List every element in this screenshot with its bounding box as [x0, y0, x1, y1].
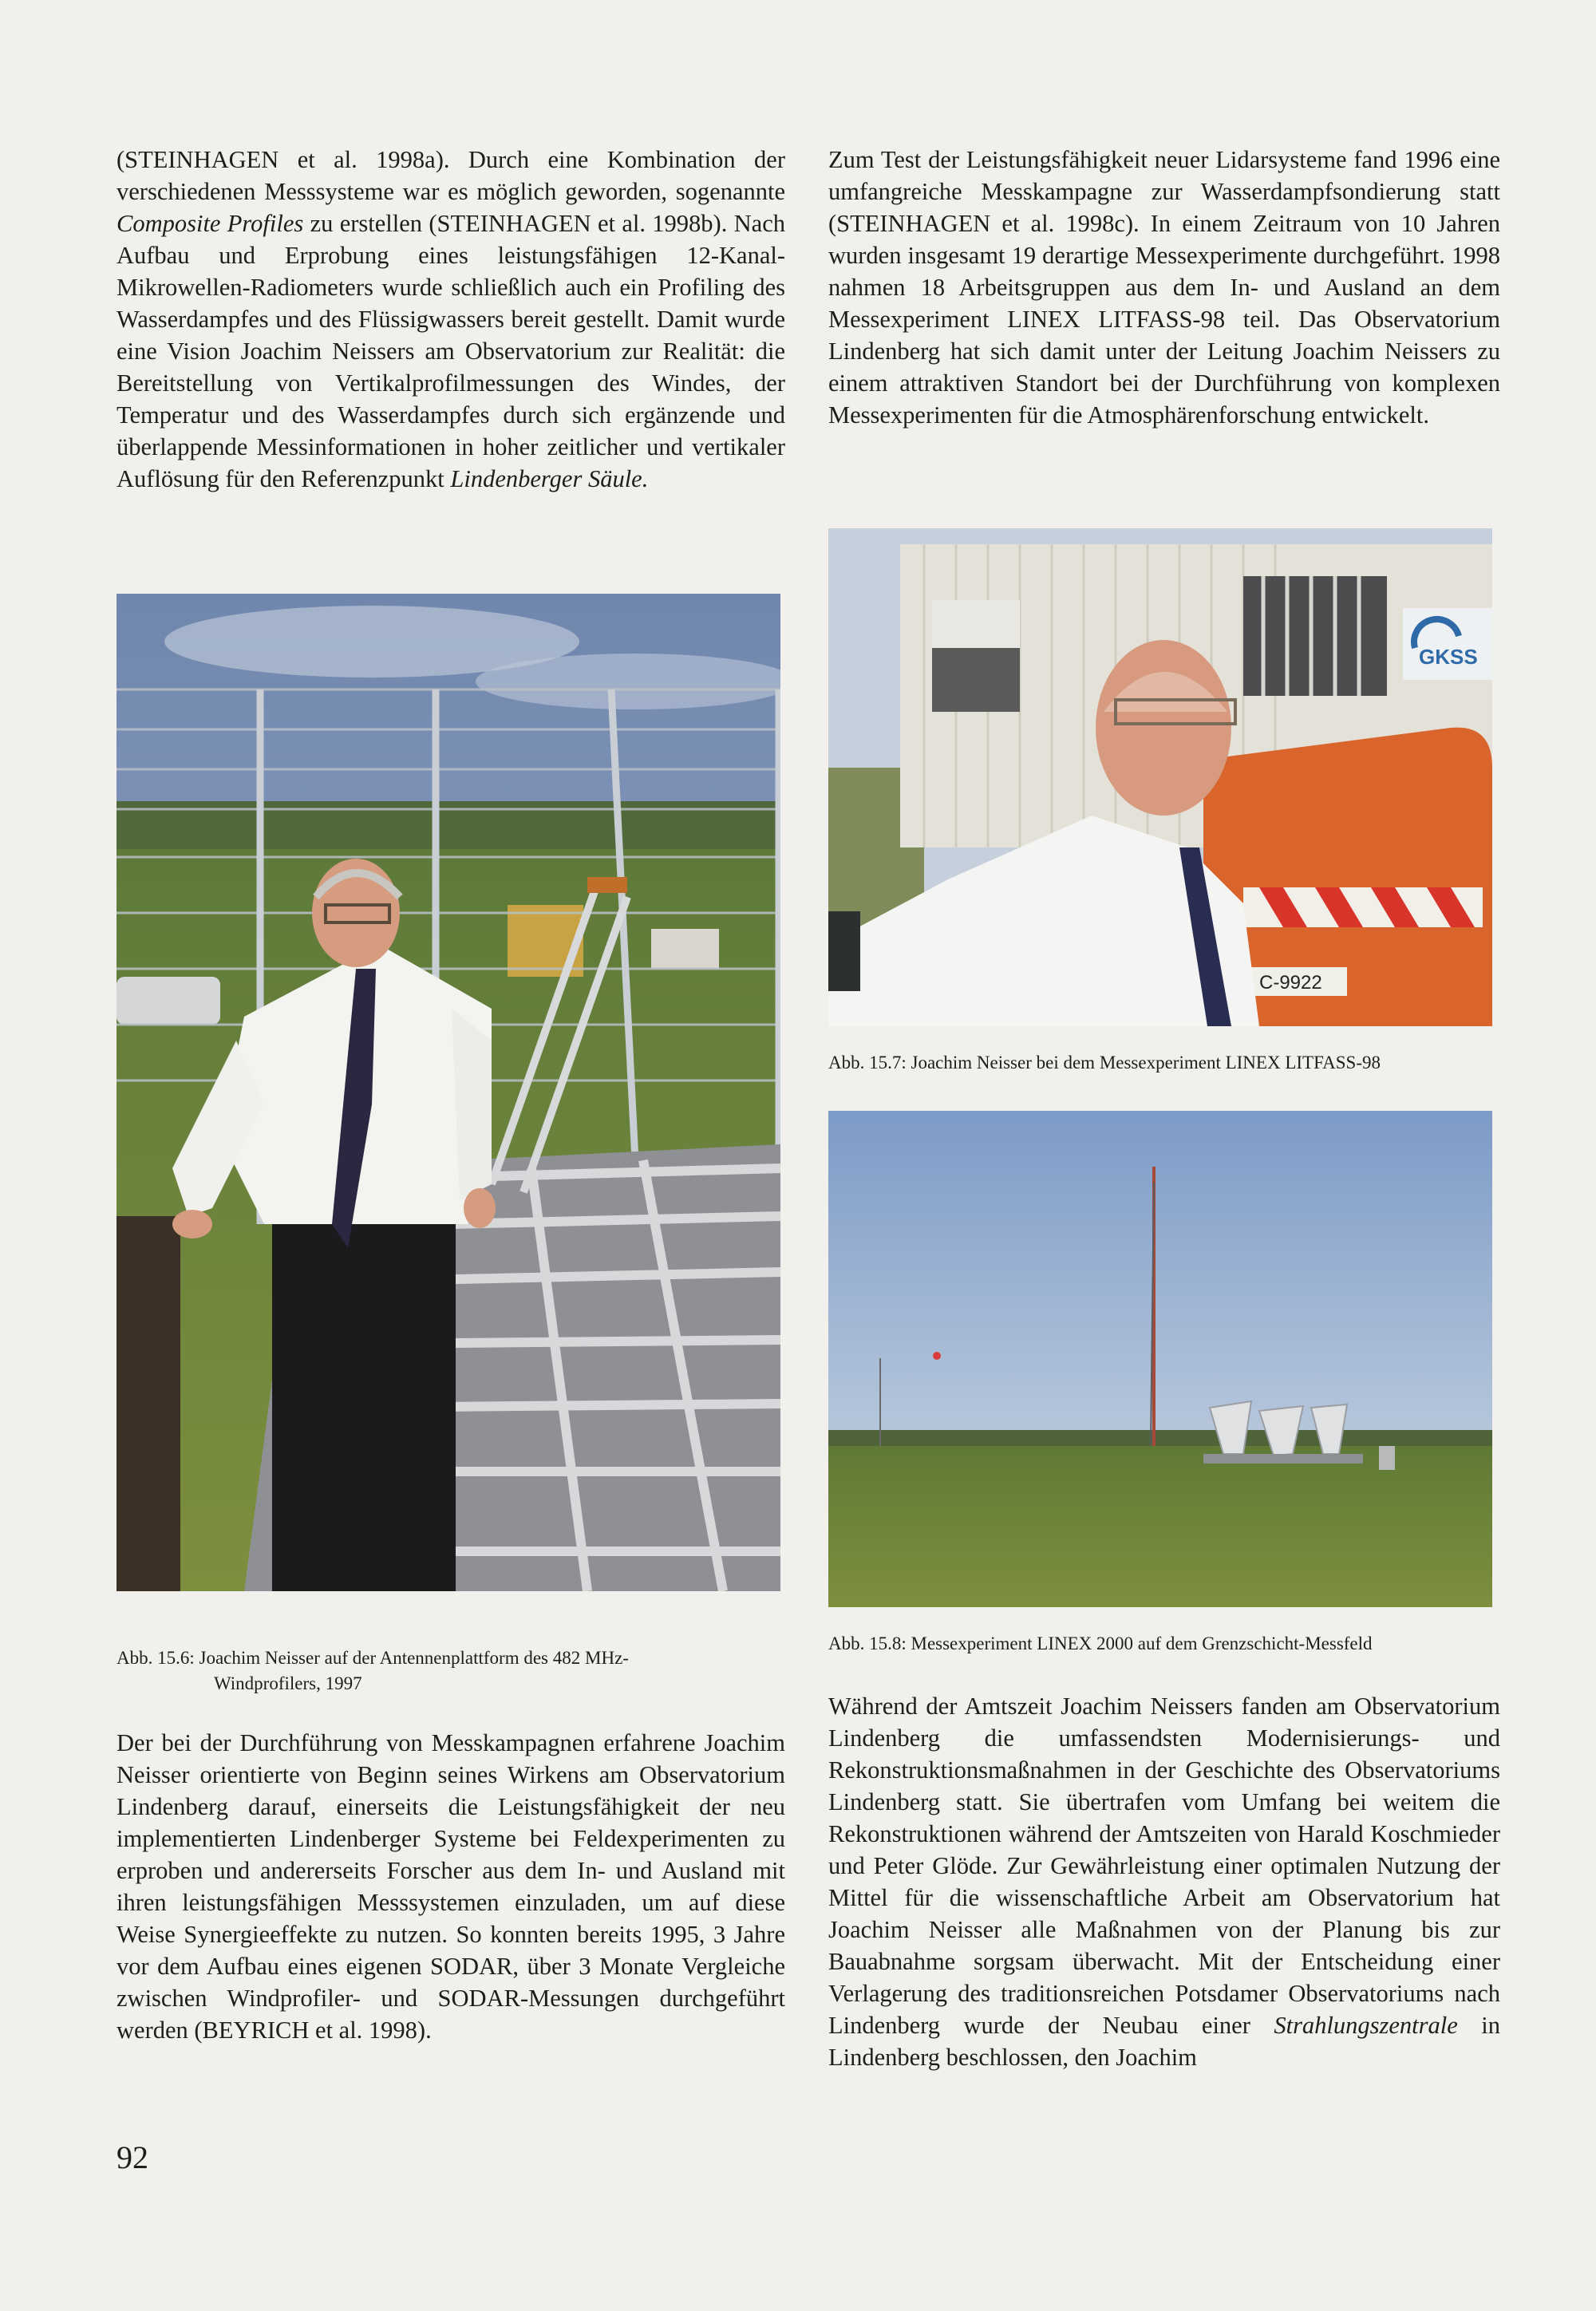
right-column-top: [828, 144, 1500, 431]
gks-logo-text: GKSS: [1419, 645, 1478, 669]
page-number: 92: [117, 2139, 148, 2175]
paragraph: Der bei der Durchführung von Messkampagnen erfahrene Joachim Neisser orientierte von Beginn seines Wirkens am Observatorium Lindenberg darauf, einerseits die Leistungsfähigkeit der neu implementierten Lindenberger Systeme bei Feldexperimenten zu erproben und andererseits Forscher aus dem In- und Ausland mit ihren leistungsfähigen Messsystemen einzuladen, um auf diese Weise Synergieeffekte zu nutzen. So konnten bereits 1995, 3 Jahre vor dem Aufbau eines eigenen SODAR, über 3 Monate Vergleiche zwischen Windprofiler- und SODAR-Messungen durchgeführt werden (BEYRICH et al. 1998).: [117, 1729, 785, 2044]
italic-term: Strahlungszentrale: [1274, 2012, 1458, 2039]
caption-fig-15-6: Abb. 15.6: Joachim Neisser auf der Antennenplattform des 482 MHz- Windprofilers, 1997: [117, 1648, 629, 1693]
caption-fig-15-8: Abb. 15.8: Messexperiment LINEX 2000 auf dem Grenzschicht-Messfeld: [828, 1634, 1373, 1653]
right-column-bottom: [828, 1690, 1500, 2073]
paragraph: Zum Test der Leistungsfähigkeit neuer Lidarsysteme fand 1996 eine umfangreiche Messkampagne zur Wasserdampfsondierung statt (STEINHAGEN et al. 1998c). In einem Zeitraum von 10 Jahren wurden insgesamt 19 derartige Messexperimente durchgeführt. 1998 nahmen 18 Arbeitsgruppen aus dem In- und Ausland an dem Messexperiment LINEX LITFASS-98 teil. Das Observatorium Lindenberg hat sich damit unter der Leitung Joachim Neissers zu einem attraktiven Standort bei der Durchführung von komplexen Messexperimenten für die Atmosphärenforschung entwickelt.: [828, 146, 1500, 429]
paragraph: Während der Amtszeit Joachim Neissers fanden am Observatorium Lindenberg die umfassendsten Modernisierungs- und Rekonstruktionsmaßnahmen in der Geschichte des Observatoriums Lindenberg statt. Sie übertrafen vom Umfang bei weitem die Rekonstruktionen während der Amtszeiten von Harald Koschmieder und Peter Glöde. Zur Gewährleistung einer optimalen Nutzung der Mittel für die wissenschaftliche Arbeit am Observatorium hat Joachim Neisser alle Maßnahmen von der Planung bis zur Bauabnahme sorgsam überwacht. Mit der Entscheidung einer Verlagerung des traditionsreichen Potsdamer Observatoriums nach Lindenberg wurde der Neubau einer Strahlungszentrale in Lindenberg beschlossen, den Joachim: [828, 1693, 1500, 2071]
left-column-top: [117, 144, 785, 495]
photo-linex-litfass: [828, 528, 1492, 1026]
italic-term: Lindenberger Säule.: [450, 465, 649, 492]
figure-number: Abb. 15.6:: [117, 1648, 195, 1668]
left-column-bottom: [117, 1727, 785, 2046]
license-plate-text: C-9922: [1259, 972, 1322, 994]
paragraph: (STEINHAGEN et al. 1998a). Durch eine Kombination der verschiedenen Messsysteme war es möglich geworden, sogenannte Composite Profiles zu erstellen (STEINHAGEN et al. 1998b). Nach Aufbau und Erprobung eines leistungsfähigen 12-Kanal-Mikrowellen-Radiometers wurde schließlich auch ein Profiling des Wasserdampfes und des Flüssigwassers bereit gestellt. Damit wurde eine Vision Joachim Neissers am Observatorium zur Realität: die Bereitstellung von Vertikalprofilmessungen des Windes, der Temperatur und des Wasserdampfes durch sich ergänzende und überlappende Messinformationen in hoher zeitlicher und vertikaler Auflösung für den Referenzpunkt Lindenberger Säule.: [117, 146, 786, 492]
photo-antenna-platform: [117, 594, 780, 1591]
italic-term: Composite Profiles: [117, 210, 304, 237]
caption-fig-15-7: Abb. 15.7: Joachim Neisser bei dem Messexperiment LINEX LITFASS-98: [828, 1053, 1381, 1073]
photo-linex-2000-field: [828, 1111, 1492, 1607]
